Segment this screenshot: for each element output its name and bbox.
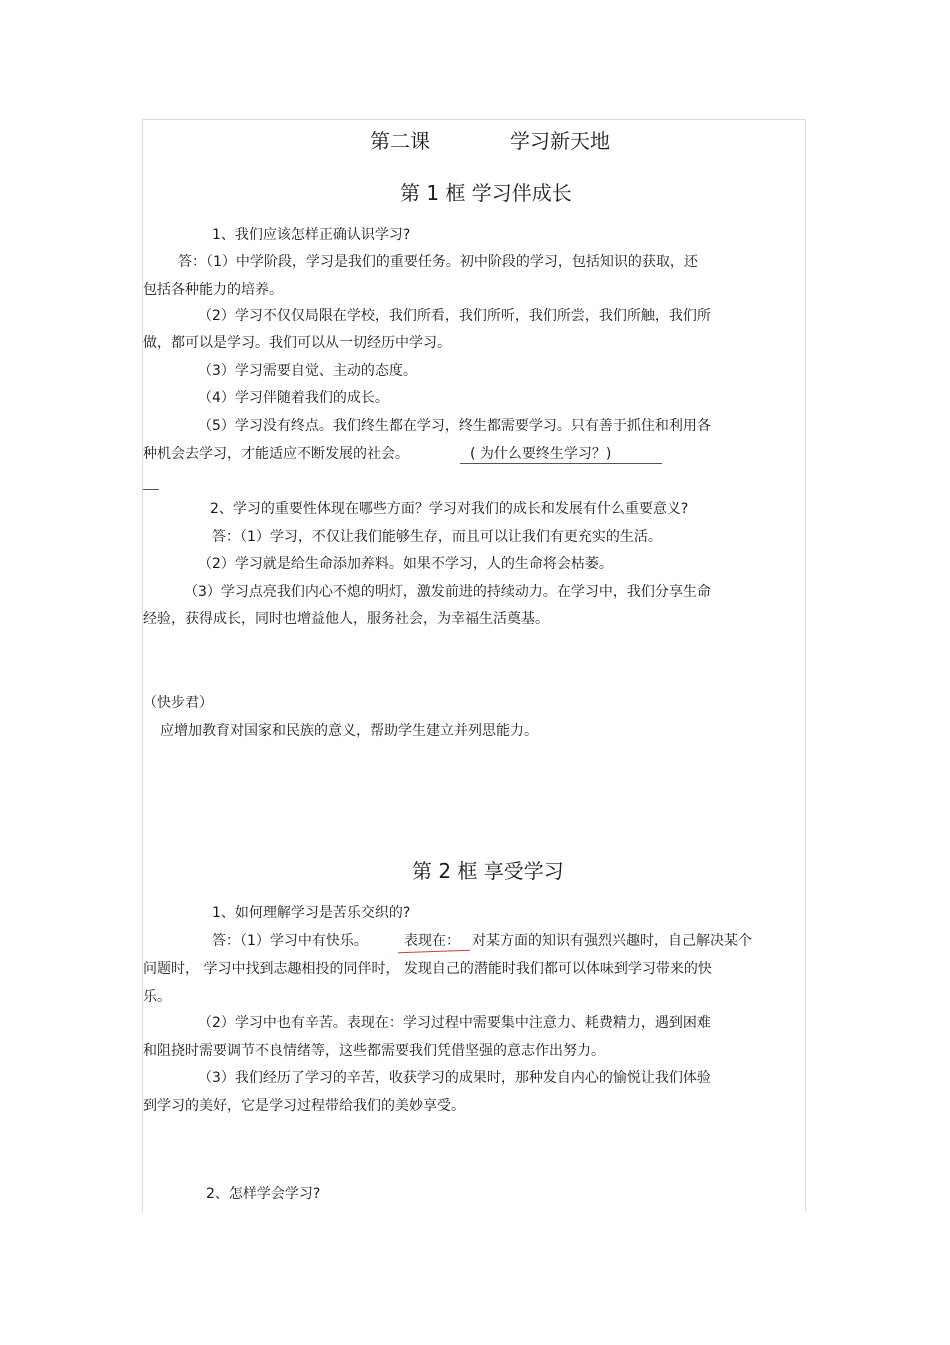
q3-a1-pre: 答：（1）学习中有快乐。 (212, 933, 368, 949)
q1-a5-line1: （5）学习没有终点。我们终生都在学习，终生都需要学习。只有善于抓住和利用各 (198, 418, 711, 434)
lesson-title: 学习新天地 (510, 129, 610, 153)
q1-question: 1、我们应该怎样正确认识学习? (212, 227, 411, 243)
q3-a1-mark: 表现在： (404, 933, 460, 949)
q1-a1-line1: 答：（1）中学阶段，学习是我们的重要任务。初中阶段的学习，包括知识的获取，还 (178, 254, 698, 270)
q1-a4: （4）学习伴随着我们的成长。 (198, 390, 389, 406)
q3-a1-post: 对某方面的知识有强烈兴趣时，自己解决某个 (472, 933, 752, 949)
frame2-title: 第 2 框 享受学习 (412, 859, 564, 883)
q3-question: 1、如何理解学习是苦乐交织的? (212, 905, 411, 921)
q2-a3-line1: （3）学习点亮我们内心不熄的明灯，激发前进的持续动力。在学习中，我们分享生命 (184, 584, 711, 600)
q1-a2-line1: （2）学习不仅仅局限在学校，我们所看，我们所听，我们所尝，我们所触，我们所 (198, 308, 711, 324)
q2-question: 2、学习的重要性体现在哪些方面？学习对我们的成长和发展有什么重要意义? (210, 501, 689, 517)
q2-a1: 答：（1）学习，不仅让我们能够生存，而且可以让我们有更充实的生活。 (212, 529, 662, 545)
q2-a3-line2: 经验，获得成长，同时也增益他人，服务社会，为幸福生活奠基。 (143, 611, 549, 627)
note-underline (460, 463, 662, 464)
stray-dash (143, 489, 159, 490)
q2-a2: （2）学习就是给生命添加养料。如果不学习，人的生命将会枯萎。 (198, 556, 613, 572)
q4-question: 2、怎样学会学习? (206, 1186, 321, 1202)
q1-a2-line2: 做，都可以是学习。我们可以从一切经历中学习。 (143, 335, 451, 351)
q3-a3-line2: 到学习的美好，它是学习过程带给我们的美妙享受。 (143, 1098, 465, 1114)
q3-a3-line1: （3）我们经历了学习的辛苦，收获学习的成果时，那种发自内心的愉悦让我们体验 (198, 1070, 711, 1086)
q1-a1-line2: 包括各种能力的培养。 (143, 282, 283, 298)
q3-a1-line2: 问题时， 学习中找到志趣相投的同伴时， 发现自己的潜能时我们都可以体味到学习带来的快 (143, 961, 712, 977)
q1-a5-line2: 种机会去学习，才能适应不断发展的社会。 (143, 446, 409, 462)
q3-a2-line2: 和阻挠时需要调节不良情绪等，这些都需要我们凭借坚强的意志作出努力。 (143, 1043, 605, 1059)
q1-a3: （3）学习需要自觉、主动的态度。 (198, 363, 417, 379)
comment-author: （快步君） (143, 695, 213, 711)
comment-text: 应增加教育对国家和民族的意义，帮助学生建立并列思能力。 (160, 723, 538, 739)
frame1-title: 第 1 框 学习伴成长 (400, 181, 572, 205)
q3-a1-line3: 乐。 (143, 989, 171, 1005)
q1-note: ( 为什么要终生学习？) (470, 446, 612, 462)
q3-a2-line1: （2）学习中也有辛苦。表现在：学习过程中需要集中注意力、耗费精力，遇到困难 (198, 1015, 711, 1031)
lesson-number: 第二课 (370, 129, 430, 153)
